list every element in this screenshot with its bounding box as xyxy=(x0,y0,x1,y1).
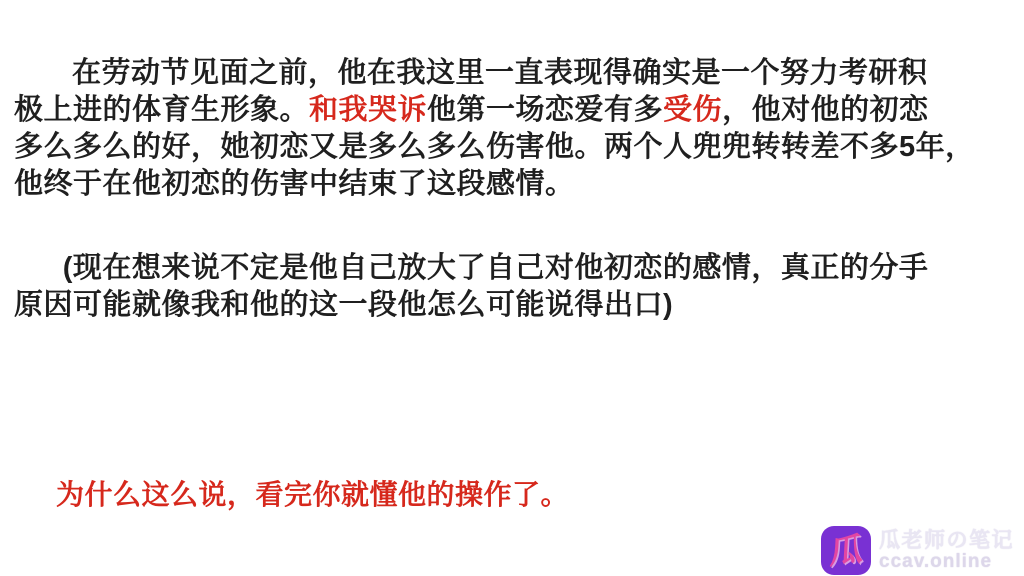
story-text: 多么多么的好，她初恋又是多么多么伤害他。两个人兜兜转转差不多5年， xyxy=(14,131,975,163)
story-text: 极上进的体育生形象。 xyxy=(14,94,310,126)
aside-text: (现在想来说不定是他自己放大了自己对他初恋的感情，真正的分手 xyxy=(62,252,929,284)
story-line-3 xyxy=(14,129,1010,166)
watermark-text-block xyxy=(879,529,1014,572)
aside-text: 原因可能就像我和他的这一段他怎么可能说得出口) xyxy=(14,289,674,321)
story-text: 在劳动节见面之前，他在我这里一直表现得确实是一个努力考研积 xyxy=(72,57,928,89)
paragraph-aside xyxy=(14,250,1010,324)
story-line-4 xyxy=(14,166,1010,203)
story-line-1 xyxy=(14,55,1010,92)
red-highlight-cried-to-me: 和我哭诉 xyxy=(309,94,428,126)
aside-line-2 xyxy=(14,287,1010,324)
story-text: 他终于在他初恋的伤害中结束了这段感情。 xyxy=(14,168,575,200)
story-text: 他第一场恋爱有多 xyxy=(427,94,664,126)
story-text: ，他对他的初恋 xyxy=(722,94,929,126)
watermark-url: ccav.online xyxy=(879,551,993,572)
callout-text: 为什么这么说，看完你就懂他的操作了。 xyxy=(56,479,570,510)
story-line-2 xyxy=(14,92,1010,129)
melon-logo-icon xyxy=(821,526,871,575)
red-highlight-hurt: 受伤 xyxy=(663,94,723,126)
paragraph-story xyxy=(14,55,1010,203)
melon-glyph: 瓜 xyxy=(828,530,864,571)
watermark-title: 瓜老师の笔记 xyxy=(879,529,1014,552)
aside-line-1 xyxy=(14,250,1010,287)
red-callout-line xyxy=(56,477,569,513)
watermark xyxy=(821,526,1014,575)
